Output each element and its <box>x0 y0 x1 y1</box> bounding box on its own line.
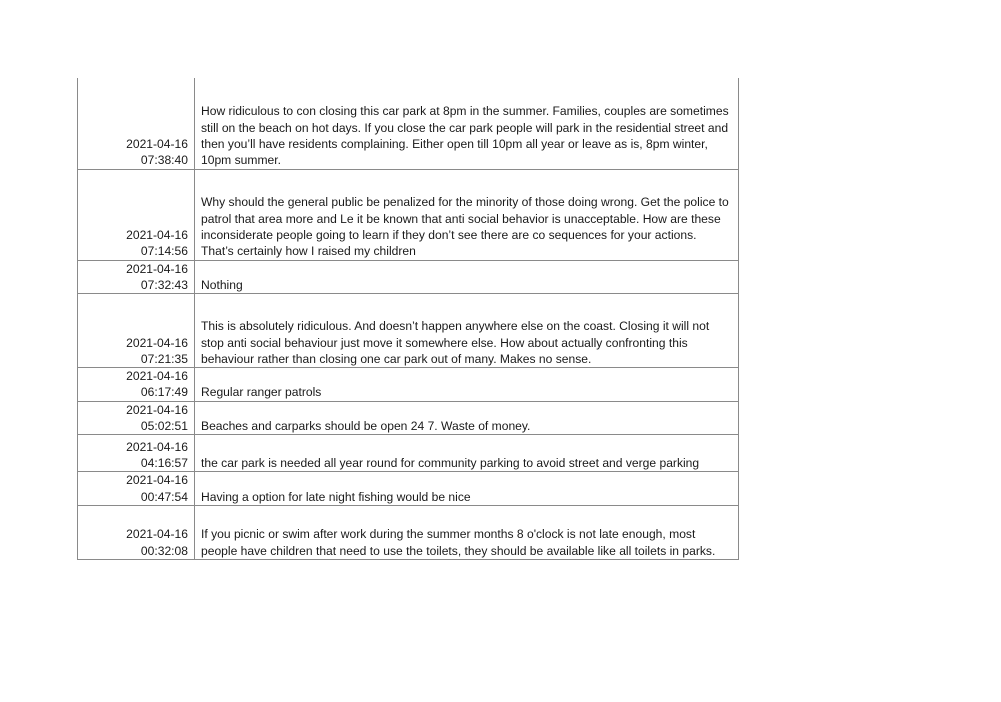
response-date: 2021-04-16 <box>126 527 188 542</box>
table-row <box>78 472 739 506</box>
response-time: 06:17:49 <box>140 385 188 400</box>
table-row <box>78 368 739 402</box>
comment-cell: This is absolutely ridiculous. And doesn’t happen anywhere else on the coast. Closing it will not stop anti social behaviour just move it somewhere else. How about actually confronting this behaviour rather than closing one car park out of many. Makes no sense. <box>195 294 739 368</box>
comment-cell: Regular ranger patrols <box>195 368 739 402</box>
timestamp-cell <box>78 368 195 402</box>
table-row <box>78 78 739 169</box>
comment-cell: the car park is needed all year round for community parking to avoid street and verge parking <box>195 435 739 472</box>
table-row <box>78 169 739 260</box>
table-row <box>78 505 739 559</box>
timestamp-cell <box>78 78 195 169</box>
comment-cell: Nothing <box>195 260 739 294</box>
response-date: 2021-04-16 <box>126 335 188 350</box>
response-time: 07:21:35 <box>140 351 188 366</box>
comment-cell: If you picnic or swim after work during the summer months 8 o'clock is not late enough, most people have children that need to use the toilets, they should be available like all toilets in parks. <box>195 505 739 559</box>
response-time: 00:32:08 <box>140 543 188 558</box>
response-time: 00:47:54 <box>140 489 188 504</box>
response-date: 2021-04-16 <box>126 369 188 384</box>
comment-cell: Why should the general public be penalized for the minority of those doing wrong. Get the police to patrol that area more and Le it be known that anti social behavior is unacceptable. How are these inconsiderate people going to learn if they don’t see there are co sequences for your actions. That’s certainly how I raised my children <box>195 169 739 260</box>
table-row <box>78 435 739 472</box>
responses-table <box>77 78 739 560</box>
response-time: 07:32:43 <box>140 277 188 292</box>
table-row <box>78 401 739 435</box>
table-row <box>78 294 739 368</box>
timestamp-cell <box>78 401 195 435</box>
comment-cell: Beaches and carparks should be open 24 7. Waste of money. <box>195 401 739 435</box>
timestamp-cell <box>78 505 195 559</box>
timestamp-cell <box>78 472 195 506</box>
timestamp-cell <box>78 169 195 260</box>
response-date: 2021-04-16 <box>126 261 188 276</box>
response-date: 2021-04-16 <box>126 227 188 242</box>
response-time: 05:02:51 <box>140 418 188 433</box>
comment-cell: Having a option for late night fishing would be nice <box>195 472 739 506</box>
response-time: 07:38:40 <box>140 153 188 168</box>
response-date: 2021-04-16 <box>126 473 188 488</box>
response-time: 04:16:57 <box>140 455 188 470</box>
comment-cell: How ridiculous to con closing this car park at 8pm in the summer. Families, couples are sometimes still on the beach on hot days. If you close the car park people will park in the residential street and then you’ll have residents complaining. Either open till 10pm all year or leave as is, 8pm winter, 10pm summer. <box>195 78 739 169</box>
timestamp-cell <box>78 260 195 294</box>
response-date: 2021-04-16 <box>126 136 188 151</box>
response-time: 07:14:56 <box>140 244 188 259</box>
table-row <box>78 260 739 294</box>
response-date: 2021-04-16 <box>126 402 188 417</box>
timestamp-cell <box>78 294 195 368</box>
timestamp-cell <box>78 435 195 472</box>
responses-table-container <box>77 78 738 560</box>
response-date: 2021-04-16 <box>126 439 188 454</box>
